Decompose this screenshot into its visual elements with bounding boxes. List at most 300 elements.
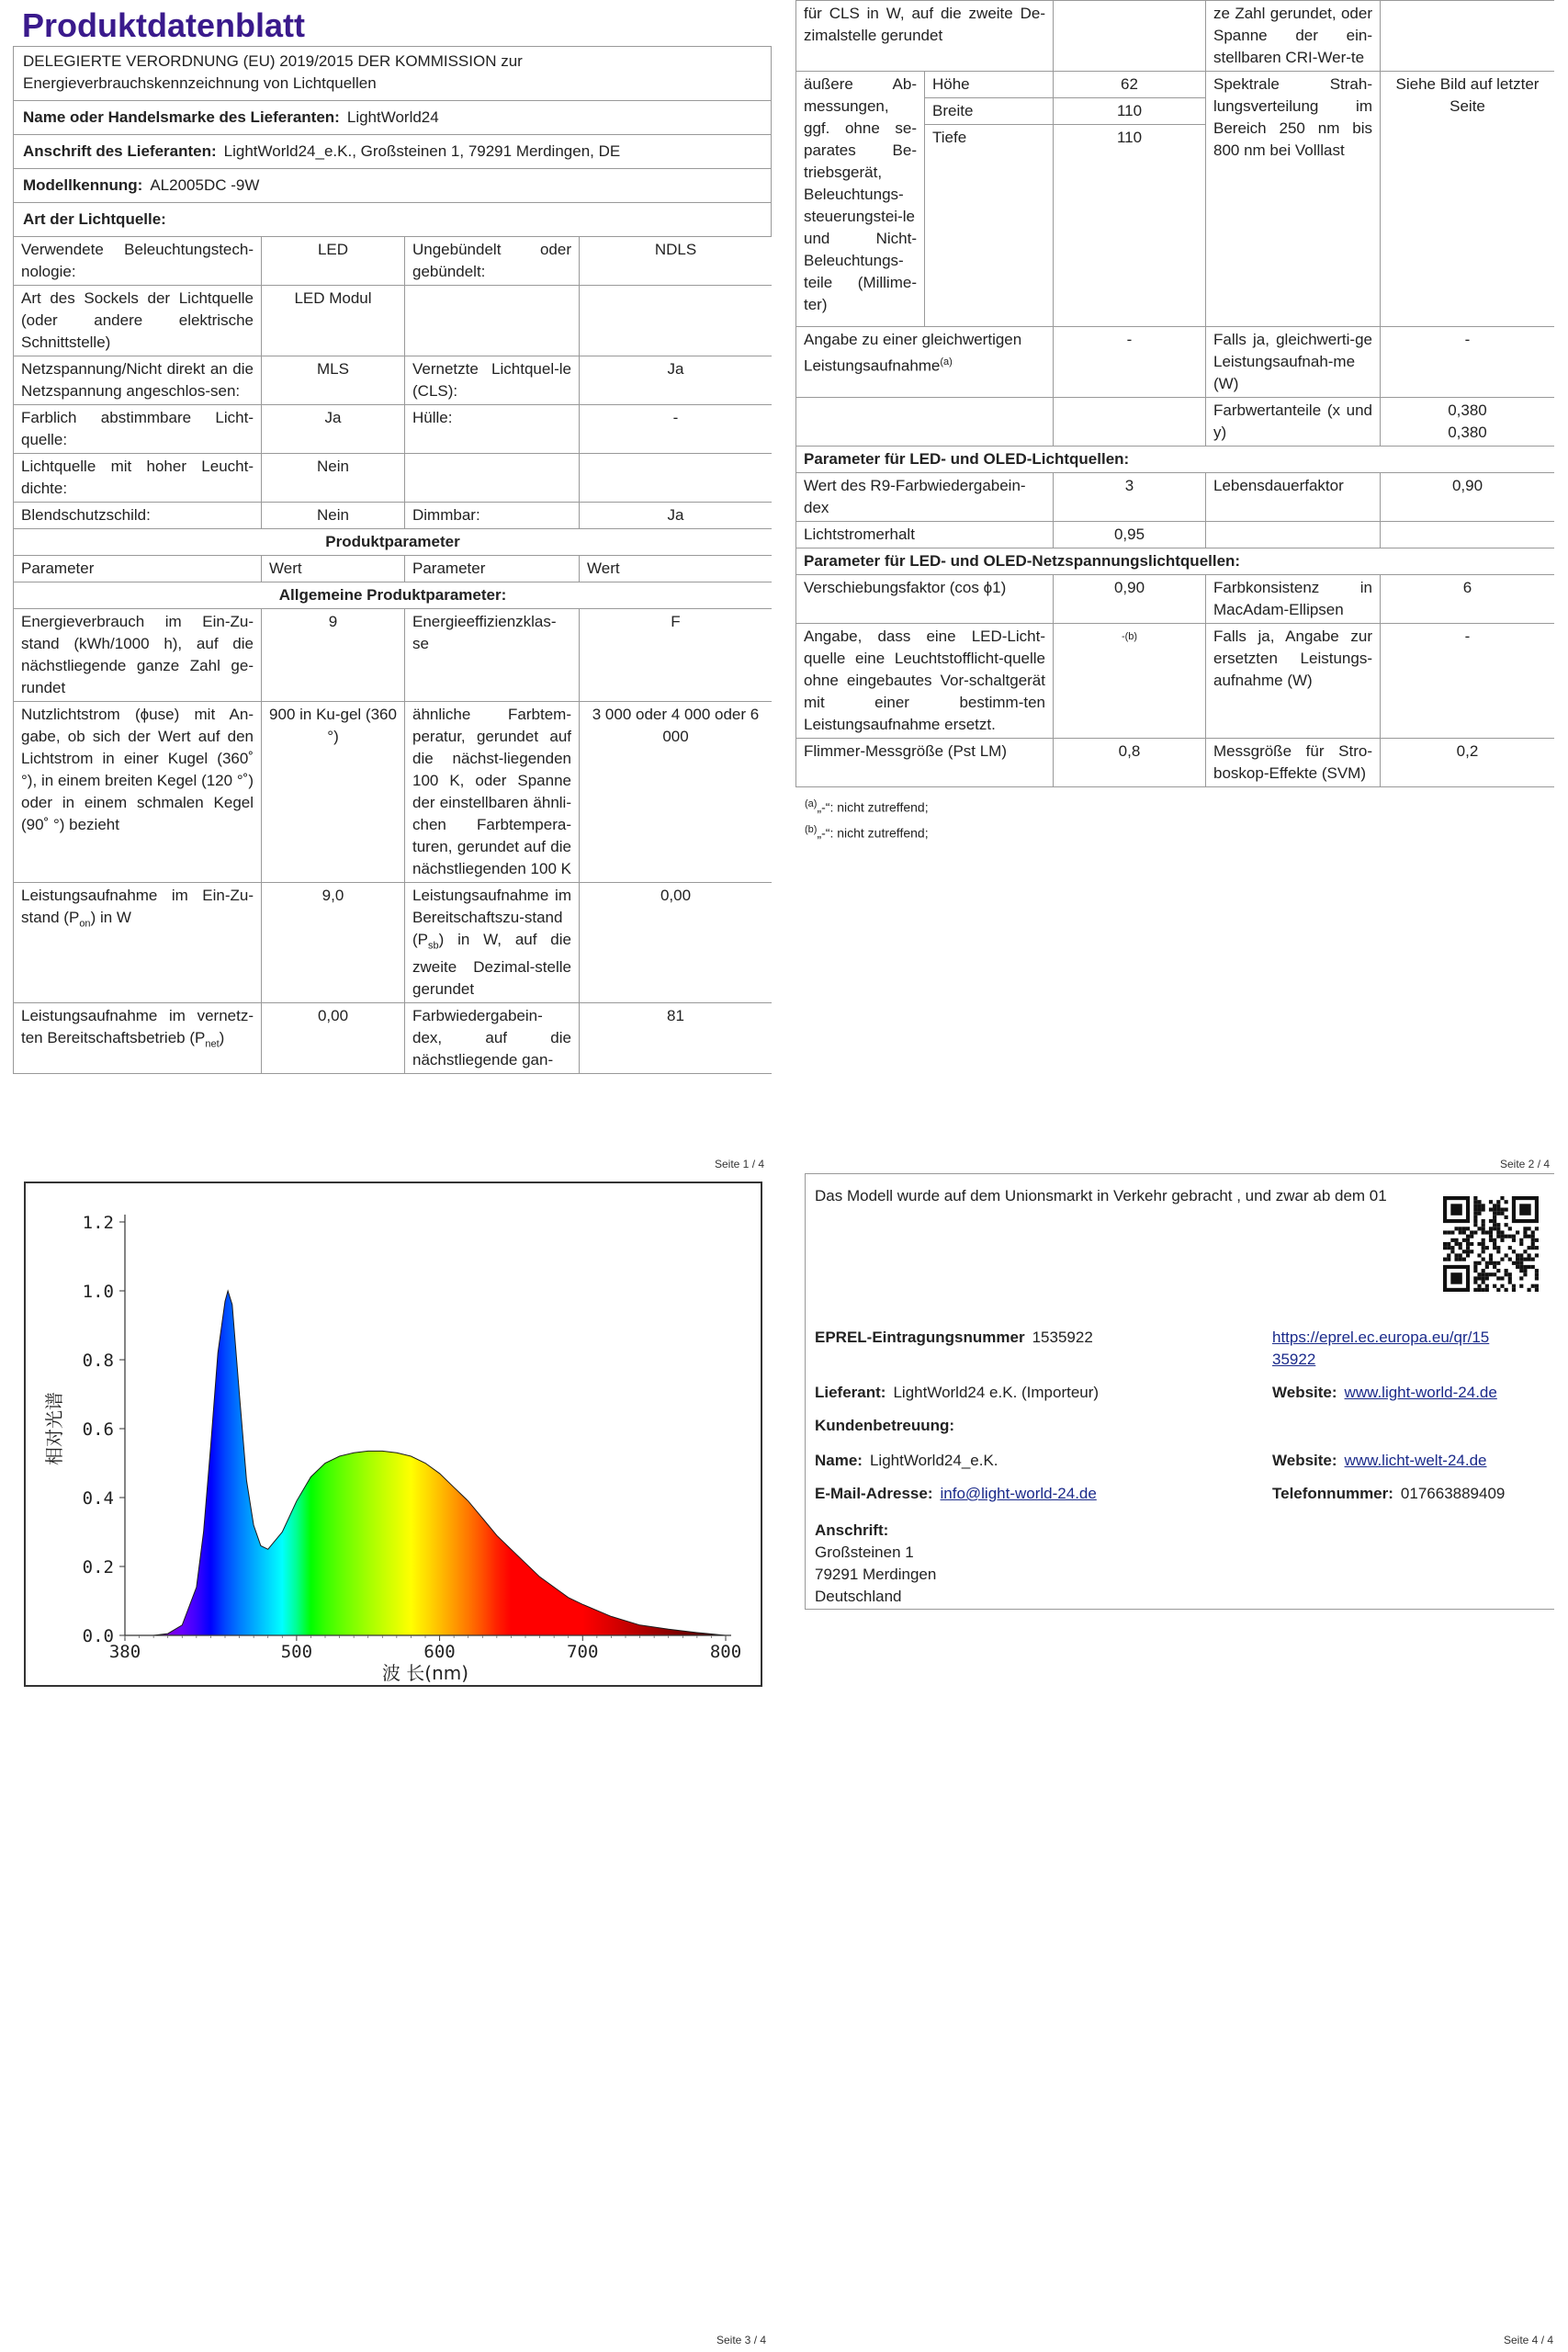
spectrum-chart-svg	[26, 1183, 761, 1685]
qr-module	[1500, 1230, 1504, 1234]
supplier-value: LightWorld24	[346, 108, 439, 126]
qr-module	[1531, 1246, 1535, 1250]
qr-module	[1493, 1246, 1496, 1250]
qr-module	[1496, 1223, 1500, 1227]
qr-module	[1505, 1200, 1508, 1204]
qr-code-icon[interactable]	[1443, 1196, 1539, 1292]
params-heading-row	[14, 529, 773, 556]
x-tick-label: 500	[280, 1642, 313, 1662]
model-row	[14, 168, 771, 202]
y-tick-label: 0.0	[82, 1626, 114, 1646]
light-source-cell: Dimmbar:	[405, 503, 580, 529]
light-source-cell: Ja	[580, 356, 773, 405]
qr-module	[1477, 1204, 1481, 1207]
document-title: Produktdatenblatt	[22, 6, 306, 44]
qr-module	[1473, 1196, 1477, 1200]
light-source-cell: Verwendete Beleuchtungstech-nologie:	[14, 237, 262, 286]
equiv-label	[796, 327, 1054, 398]
replace-yes-label: Falls ja, Angabe zur ersetzten Leistungs-aufnahme (W)	[1206, 624, 1381, 739]
dim-width-value: 110	[1054, 98, 1206, 125]
qr-module	[1535, 1253, 1539, 1257]
qr-module	[1482, 1204, 1485, 1207]
qr-module	[1482, 1276, 1485, 1280]
pnet-label	[14, 1003, 262, 1074]
shift-value: 0,90	[1054, 575, 1206, 624]
strobo-value: 0,2	[1381, 739, 1555, 787]
cont-row	[796, 1, 1555, 72]
qr-module	[1496, 1246, 1500, 1250]
qr-module	[1496, 1261, 1500, 1265]
address-value: LightWorld24_e.K., Großsteinen 1, 79291 Merdingen, DE	[223, 142, 621, 160]
qr-module	[1459, 1242, 1462, 1246]
x-tick-label: 380	[108, 1642, 141, 1662]
y-tick-label: 0.4	[82, 1488, 114, 1509]
qr-module	[1462, 1258, 1466, 1261]
qr-module	[1489, 1235, 1493, 1238]
qr-module	[1519, 1265, 1523, 1269]
qr-module	[1473, 1265, 1477, 1269]
light-source-row	[14, 503, 773, 529]
address-row	[14, 134, 771, 168]
qr-module	[1482, 1258, 1485, 1261]
qr-module	[1489, 1261, 1493, 1265]
power-row	[14, 883, 773, 1003]
qr-module	[1516, 1261, 1519, 1265]
light-source-cell: MLS	[262, 356, 405, 405]
qr-module	[1459, 1230, 1462, 1234]
qr-module	[1531, 1242, 1535, 1246]
shift-row	[796, 575, 1555, 624]
chroma-y: 0,380	[1448, 424, 1487, 441]
qr-module	[1519, 1269, 1523, 1272]
light-source-cell: LED	[262, 237, 405, 286]
light-source-cell: Ja	[262, 405, 405, 454]
qr-module	[1516, 1258, 1519, 1261]
replace-row	[796, 624, 1555, 739]
qr-module	[1519, 1253, 1523, 1257]
footnote-a-sup: (a)	[805, 798, 818, 809]
qr-module	[1531, 1258, 1535, 1261]
qr-module	[1523, 1250, 1527, 1253]
qr-module	[1443, 1258, 1447, 1261]
x-tick-label: 600	[423, 1642, 456, 1662]
strobo-label: Messgröße für Stro-boskop-Effekte (SVM)	[1206, 739, 1381, 787]
qr-module	[1493, 1219, 1496, 1223]
qr-module	[1496, 1288, 1500, 1292]
qr-module	[1508, 1276, 1512, 1280]
dim-height-label: Höhe	[925, 72, 1054, 98]
lieferant-value: LightWorld24 e.K. (Importeur)	[893, 1384, 1100, 1401]
qr-module	[1489, 1230, 1493, 1234]
qr-module	[1505, 1269, 1508, 1272]
equiv-row	[796, 327, 1555, 398]
qr-module	[1477, 1276, 1481, 1280]
supplier-label: Name oder Handelsmarke des Lieferanten:	[23, 108, 340, 126]
qr-module	[1482, 1207, 1485, 1211]
light-source-cell: Nein	[262, 454, 405, 503]
qr-module	[1535, 1288, 1539, 1292]
supplier-row	[14, 100, 771, 134]
y-tick-label: 0.8	[82, 1351, 114, 1371]
flicker-value: 0,8	[1054, 739, 1206, 787]
qr-module	[1493, 1204, 1496, 1207]
qr-module	[1443, 1246, 1447, 1250]
qr-module	[1519, 1258, 1523, 1261]
market-info-box	[805, 1173, 1554, 1610]
qr-module	[1485, 1246, 1489, 1250]
qr-module	[1459, 1246, 1462, 1250]
cct-label: ähnliche Farbtem-peratur, gerundet auf die nächst-liegenden 100 K, oder Spanne der einstellbaren ähnli-chen Farbtempera-turen, gerundet auf die nächstliegenden 100 K	[405, 702, 580, 883]
footnote-b-text: „-“: nicht zutreffend;	[817, 825, 929, 841]
qr-module	[1500, 1196, 1504, 1200]
qr-module	[1466, 1235, 1470, 1238]
footnote-a	[795, 793, 1554, 819]
anschrift-label-text: Anschrift:	[815, 1521, 889, 1539]
qr-module	[1508, 1272, 1512, 1276]
y-axis-label: 相对光谱	[43, 1392, 65, 1465]
qr-module	[1473, 1219, 1477, 1223]
qr-module	[1470, 1250, 1473, 1253]
shift-label: Verschiebungsfaktor (cos ϕ1)	[796, 575, 1054, 624]
led-heading-row	[796, 447, 1555, 473]
page-3	[13, 1167, 772, 2338]
qr-module	[1528, 1227, 1531, 1230]
qr-module	[1462, 1230, 1466, 1234]
qr-module	[1447, 1230, 1450, 1234]
qr-module	[1496, 1204, 1500, 1207]
qr-module	[1496, 1230, 1500, 1234]
qr-module	[1523, 1230, 1527, 1234]
equiv-sup: (a)	[940, 356, 953, 368]
qr-module	[1535, 1284, 1539, 1288]
qr-module	[1450, 1230, 1454, 1234]
qr-module	[1493, 1242, 1496, 1246]
name-value: LightWorld24_e.K.	[869, 1452, 998, 1469]
qr-module	[1450, 1272, 1461, 1283]
qr-module	[1459, 1227, 1462, 1230]
led-heading: Parameter für LED- und OLED-Lichtquellen:	[796, 447, 1555, 473]
col-header-4: Wert	[580, 556, 773, 582]
consist-label: Farbkonsistenz in MacAdam-Ellipsen	[1206, 575, 1381, 624]
qr-module	[1496, 1200, 1500, 1204]
qr-module	[1450, 1204, 1461, 1215]
website-row-2	[1272, 1450, 1487, 1472]
light-source-cell: Netzspannung/Nicht direkt an die Netzspannung angeschlos-sen:	[14, 356, 262, 405]
qr-module	[1500, 1276, 1504, 1280]
light-source-cell: Farblich abstimmbare Licht-quelle:	[14, 405, 262, 454]
qr-module	[1523, 1265, 1527, 1269]
light-source-cell	[580, 454, 773, 503]
x-tick-label: 700	[567, 1642, 599, 1662]
replace-value-sup: -(b)	[1121, 631, 1138, 642]
regulation-text: DELEGIERTE VERORDNUNG (EU) 2019/2015 DER KOMMISSION zur Energieverbrauchskennzeichnung von Lichtquellen	[23, 52, 523, 92]
light-source-row	[14, 405, 773, 454]
qr-module	[1485, 1276, 1489, 1280]
qr-module	[1500, 1238, 1504, 1242]
replace-yes-value: -	[1381, 624, 1555, 739]
anschrift-label	[815, 1520, 896, 1542]
qr-module	[1454, 1238, 1458, 1242]
equiv-label-text: Angabe zu einer gleichwertigen Leistungsaufnahme	[804, 331, 1022, 375]
light-source-table	[13, 236, 772, 1074]
qr-module	[1512, 1250, 1516, 1253]
r9-value: 3	[1054, 473, 1206, 522]
psb-value: 0,00	[580, 883, 773, 1003]
light-source-cell: Ja	[580, 503, 773, 529]
spectrum-chart	[24, 1182, 762, 1687]
qr-module	[1482, 1219, 1485, 1223]
qr-module	[1493, 1216, 1496, 1219]
qr-module	[1508, 1235, 1512, 1238]
qr-module	[1482, 1288, 1485, 1292]
chroma-value	[1381, 398, 1555, 447]
eprel-link[interactable]	[1272, 1327, 1489, 1371]
email-label: E-Mail-Adresse:	[815, 1485, 933, 1502]
x-tick-label: 800	[709, 1642, 742, 1662]
lieferant-row	[815, 1382, 1099, 1404]
qr-module	[1489, 1253, 1493, 1257]
eprel-url-2[interactable]: 35922	[1272, 1351, 1316, 1368]
pon-label-b: ) in W	[90, 909, 131, 926]
qr-module	[1473, 1216, 1477, 1219]
efficiency-value: F	[580, 609, 773, 702]
qr-module	[1505, 1223, 1508, 1227]
pnet-row	[14, 1003, 773, 1074]
model-label: Modellkennung:	[23, 176, 143, 194]
cri-value: 81	[580, 1003, 773, 1074]
dim-height-value: 62	[1054, 72, 1206, 98]
qr-module	[1516, 1230, 1519, 1234]
flux-value: 900 in Ku-gel (360 °)	[262, 702, 405, 883]
qr-module	[1473, 1207, 1477, 1211]
qr-module	[1505, 1272, 1508, 1276]
type-row	[14, 202, 771, 236]
qr-module	[1493, 1227, 1496, 1230]
light-source-cell: Ungebündelt oder gebündelt:	[405, 237, 580, 286]
qr-module	[1450, 1246, 1454, 1250]
qr-module	[1466, 1238, 1470, 1242]
replace-label: Angabe, dass eine LED-Licht-quelle eine Leuchtstofflicht-quelle ohne eingebautes Vor-schaltgerät mit einer bestimm-ten Leistungsaufnahme ersetzt.	[796, 624, 1054, 739]
eprel-url-1[interactable]: https://eprel.ec.europa.eu/qr/15	[1272, 1329, 1490, 1346]
mains-heading: Parameter für LED- und OLED-Netzspannungslichtquellen:	[796, 548, 1555, 575]
website-row-1	[1272, 1382, 1497, 1404]
qr-module	[1528, 1246, 1531, 1250]
replace-value	[1054, 624, 1206, 739]
qr-module	[1508, 1246, 1512, 1250]
qr-module	[1519, 1204, 1530, 1215]
qr-module	[1447, 1246, 1450, 1250]
qr-module	[1482, 1250, 1485, 1253]
qr-module	[1473, 1269, 1477, 1272]
params-heading: Produktparameter	[14, 529, 773, 556]
qr-module	[1531, 1265, 1535, 1269]
qr-module	[1496, 1276, 1500, 1280]
general-heading: Allgemeine Produktparameter:	[14, 582, 773, 609]
qr-module	[1505, 1235, 1508, 1238]
page-number-3: Seite 3 / 4	[716, 2334, 767, 2346]
eprel-value: 1535922	[1032, 1329, 1093, 1346]
qr-module	[1482, 1242, 1485, 1246]
life-value: 0,90	[1381, 473, 1555, 522]
qr-module	[1512, 1235, 1516, 1238]
efficiency-label: Energieeffizienzklas-se	[405, 609, 580, 702]
tel-value: 017663889409	[1400, 1485, 1506, 1502]
qr-module	[1462, 1250, 1466, 1253]
col-header-2: Wert	[262, 556, 405, 582]
qr-module	[1493, 1261, 1496, 1265]
qr-module	[1466, 1242, 1470, 1246]
website-link-2[interactable]: www.licht-welt-24.de	[1344, 1452, 1487, 1469]
market-intro: Das Modell wurde auf dem Unionsmarkt in Verkehr gebracht , und zwar ab dem 01	[815, 1187, 1387, 1204]
qr-module	[1519, 1238, 1523, 1242]
qr-module	[1519, 1261, 1523, 1265]
light-source-cell	[405, 454, 580, 503]
qr-module	[1482, 1227, 1485, 1230]
qr-module	[1482, 1281, 1485, 1284]
qr-module	[1489, 1227, 1493, 1230]
dim-row-1	[796, 72, 1555, 98]
qr-module	[1477, 1212, 1481, 1216]
dim-depth-value: 110	[1054, 125, 1206, 327]
col-header-row	[14, 556, 773, 582]
qr-module	[1485, 1230, 1489, 1234]
consist-value: 6	[1381, 575, 1555, 624]
qr-module	[1473, 1288, 1477, 1292]
country: Deutschland	[815, 1588, 902, 1605]
cri-label: Farbwiedergabein-dex, auf die nächstliegende gan-	[405, 1003, 580, 1074]
chroma-x: 0,380	[1448, 401, 1487, 419]
chroma-empty-1	[796, 398, 1054, 447]
eprel-label: EPREL-Eintragungsnummer	[815, 1329, 1025, 1346]
footnote-a-text: „-“: nicht zutreffend;	[817, 799, 929, 815]
qr-module	[1523, 1235, 1527, 1238]
qr-module	[1493, 1265, 1496, 1269]
pon-value: 9,0	[262, 883, 405, 1003]
equiv-yes-value: -	[1381, 327, 1555, 398]
eprel-row	[815, 1327, 1093, 1349]
qr-module	[1473, 1276, 1477, 1280]
y-tick-label: 1.2	[82, 1213, 114, 1233]
light-source-cell	[405, 286, 580, 356]
qr-module	[1496, 1212, 1500, 1216]
qr-module	[1508, 1227, 1512, 1230]
equiv-value: -	[1054, 327, 1206, 398]
energy-label: Energieverbrauch im Ein-Zu-stand (kWh/1000 h), auf die nächstliegende ganze Zahl ge-rundet	[14, 609, 262, 702]
qr-module	[1470, 1242, 1473, 1246]
qr-module	[1443, 1230, 1447, 1234]
page-number-2: Seite 2 / 4	[1500, 1158, 1551, 1170]
qr-module	[1473, 1204, 1477, 1207]
qr-module	[1485, 1284, 1489, 1288]
light-source-cell: Blendschutzschild:	[14, 503, 262, 529]
light-source-row	[14, 286, 773, 356]
energy-value: 9	[262, 609, 405, 702]
lieferant-label: Lieferant:	[815, 1384, 886, 1401]
pnet-label-b: )	[219, 1029, 225, 1047]
equiv-yes-label: Falls ja, gleichwerti-ge Leistungsaufnah-me (W)	[1206, 327, 1381, 398]
flicker-row	[796, 739, 1555, 787]
qr-module	[1489, 1207, 1493, 1211]
qr-module	[1531, 1230, 1535, 1234]
qr-module	[1470, 1235, 1473, 1238]
qr-module	[1493, 1284, 1496, 1288]
qr-module	[1535, 1276, 1539, 1280]
qr-module	[1523, 1227, 1527, 1230]
page-4	[795, 1167, 1554, 2338]
qr-module	[1500, 1284, 1504, 1288]
energy-row	[14, 609, 773, 702]
qr-module	[1485, 1272, 1489, 1276]
qr-module	[1489, 1272, 1493, 1276]
qr-module	[1447, 1253, 1450, 1257]
address-label: Anschrift des Lieferanten:	[23, 142, 217, 160]
qr-module	[1500, 1258, 1504, 1261]
qr-module	[1523, 1272, 1527, 1276]
website-link-1[interactable]: www.light-world-24.de	[1344, 1384, 1497, 1401]
light-source-row	[14, 356, 773, 405]
qr-module	[1477, 1253, 1481, 1257]
qr-module	[1473, 1200, 1477, 1204]
qr-module	[1531, 1235, 1535, 1238]
qr-module	[1489, 1219, 1493, 1223]
light-source-cell: Art des Sockels der Lichtquelle (oder andere elektrische Schnittstelle)	[14, 286, 262, 356]
page-number-4: Seite 4 / 4	[1504, 2334, 1554, 2346]
qr-module	[1493, 1223, 1496, 1227]
qr-module	[1473, 1261, 1477, 1265]
name-row	[815, 1450, 998, 1472]
email-row	[815, 1483, 1097, 1505]
name-label: Name:	[815, 1452, 863, 1469]
maint-empty-1	[1206, 522, 1381, 548]
qr-module	[1493, 1212, 1496, 1216]
page-number-1: Seite 1 / 4	[715, 1158, 765, 1170]
flux-row	[14, 702, 773, 883]
general-heading-row	[14, 582, 773, 609]
qr-module	[1512, 1238, 1516, 1242]
qr-module	[1462, 1227, 1466, 1230]
qr-module	[1496, 1250, 1500, 1253]
page-2	[795, 0, 1554, 1148]
qr-module	[1477, 1200, 1481, 1204]
qr-module	[1482, 1269, 1485, 1272]
cont-empty-1	[1054, 1, 1206, 72]
qr-module	[1482, 1230, 1485, 1234]
qr-module	[1459, 1258, 1462, 1261]
pon-label-a: Leistungsaufnahme im Ein-Zu-stand (P	[21, 887, 254, 926]
maint-row	[796, 522, 1555, 548]
qr-module	[1482, 1272, 1485, 1276]
qr-module	[1519, 1242, 1523, 1246]
qr-module	[1477, 1272, 1481, 1276]
light-source-row	[14, 237, 773, 286]
psb-label	[405, 883, 580, 1003]
qr-module	[1516, 1253, 1519, 1257]
city: 79291 Merdingen	[815, 1566, 937, 1583]
qr-module	[1493, 1272, 1496, 1276]
tel-label: Telefonnummer:	[1272, 1485, 1393, 1502]
street: Großsteinen 1	[815, 1544, 914, 1561]
mains-heading-row	[796, 548, 1555, 575]
qr-module	[1531, 1238, 1535, 1242]
qr-module	[1473, 1281, 1477, 1284]
qr-module	[1447, 1258, 1450, 1261]
qr-module	[1496, 1227, 1500, 1230]
qr-module	[1505, 1216, 1508, 1219]
qr-module	[1466, 1253, 1470, 1257]
email-link[interactable]: info@light-world-24.de	[940, 1485, 1097, 1502]
cont-empty-2	[1381, 1, 1555, 72]
qr-module	[1466, 1246, 1470, 1250]
